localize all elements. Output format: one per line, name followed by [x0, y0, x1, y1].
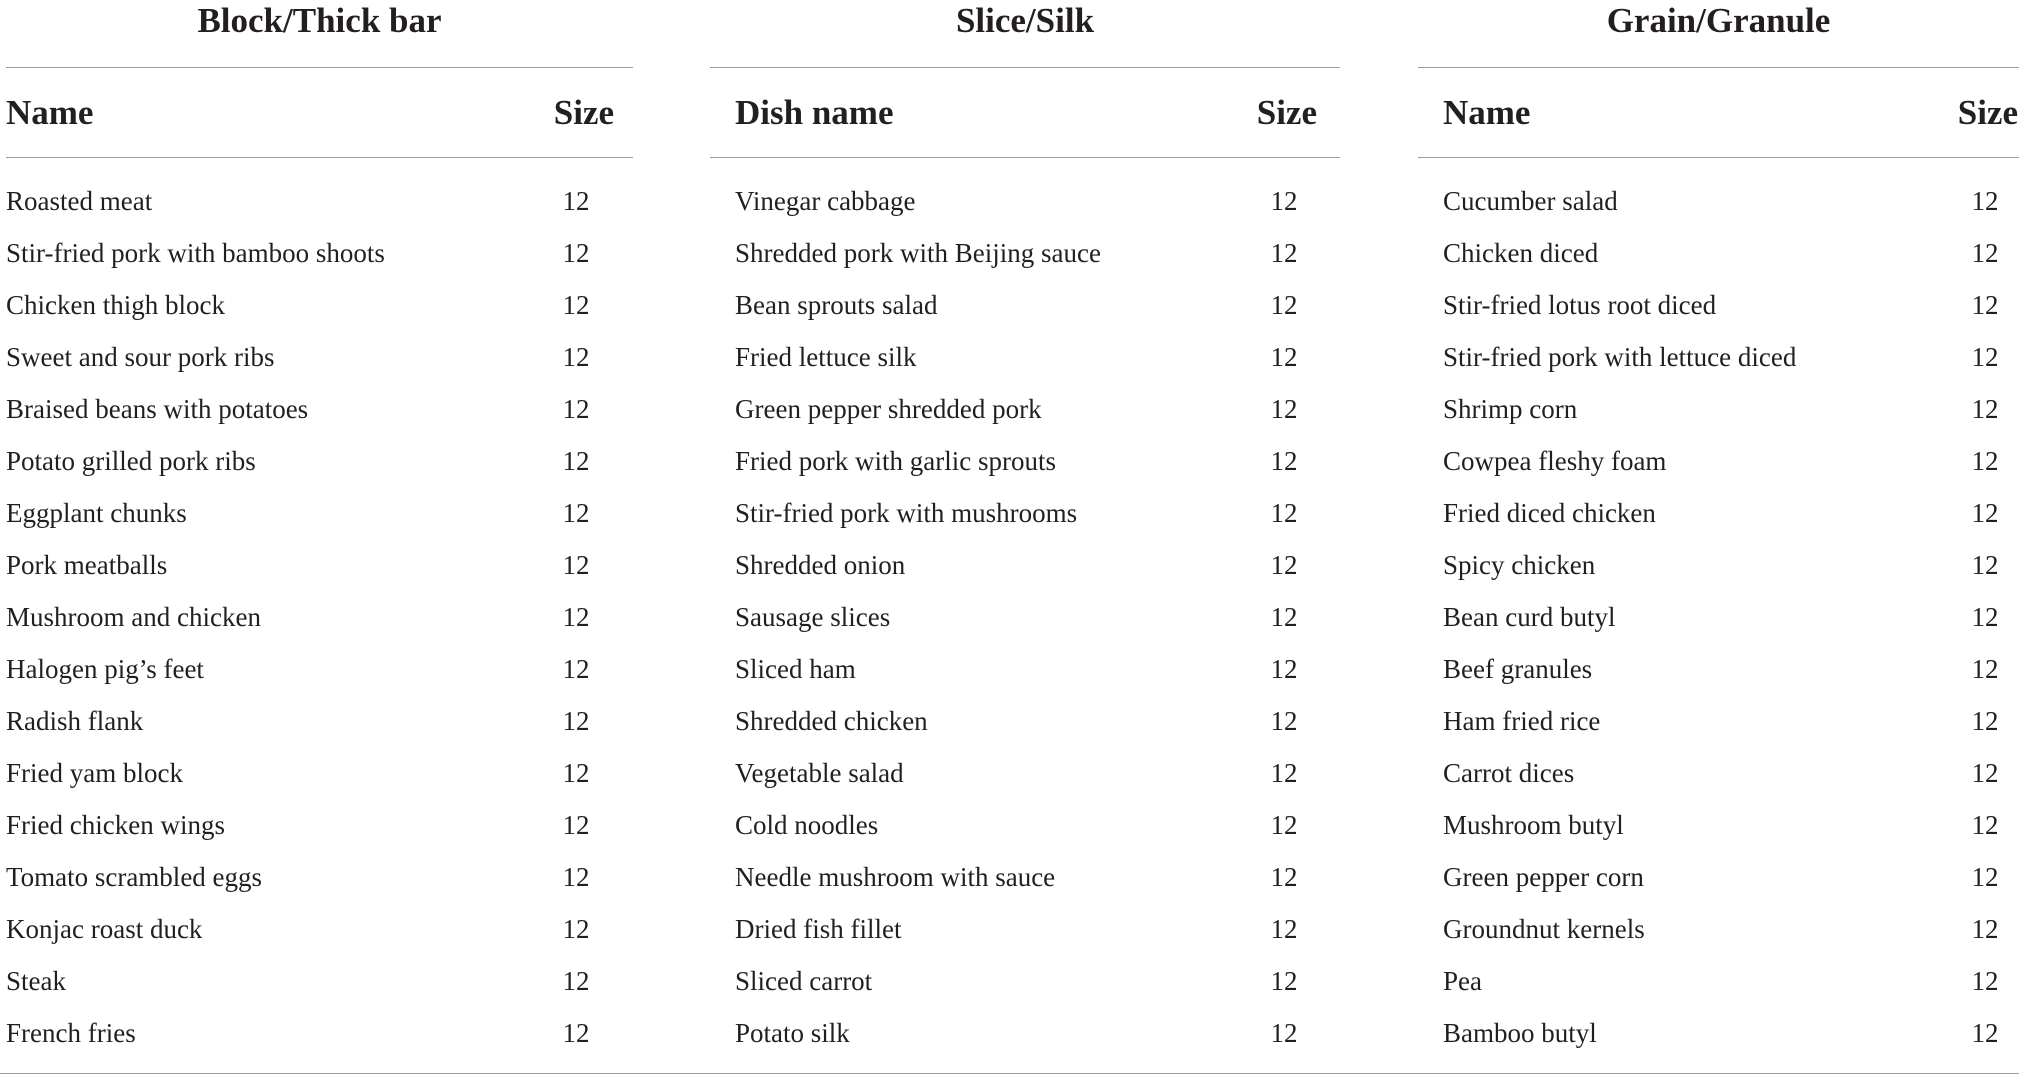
- table-row: [1418, 597, 2019, 649]
- table-row: [1418, 493, 2019, 545]
- size-column-header: Size: [1957, 93, 2018, 132]
- table-row: [1418, 1013, 2019, 1065]
- dish-name-cell: Fried lettuce silk: [735, 342, 917, 372]
- size-cell: 12: [1270, 290, 1298, 320]
- title-rule: [1418, 67, 2019, 68]
- table-row: [6, 649, 633, 701]
- dish-name-cell: Potato grilled pork ribs: [6, 446, 256, 476]
- dish-name-cell: Vinegar cabbage: [735, 186, 916, 216]
- table-row: [6, 753, 633, 805]
- size-cell: 12: [1270, 550, 1298, 580]
- table-row: [6, 285, 633, 337]
- table-row: [710, 753, 1340, 805]
- dish-name-cell: Bamboo butyl: [1443, 1018, 1597, 1048]
- size-cell: 12: [562, 758, 590, 788]
- table-row: [710, 389, 1340, 441]
- name-column-header: Name: [6, 93, 94, 132]
- dish-name-cell: Chicken thigh block: [6, 290, 225, 320]
- section-title: Slice/Silk: [955, 1, 1095, 40]
- table-row: [6, 597, 633, 649]
- table-row: [6, 805, 633, 857]
- table-row: [1418, 805, 2019, 857]
- table-row: [710, 909, 1340, 961]
- table-row: [710, 545, 1340, 597]
- table-body: [6, 181, 633, 1065]
- size-cell: 12: [1971, 602, 1999, 632]
- size-cell: 12: [1971, 1018, 1999, 1048]
- table-row: [710, 857, 1340, 909]
- dish-name-cell: Tomato scrambled eggs: [6, 862, 263, 892]
- dish-name-cell: Stir-fried pork with lettuce diced: [1443, 342, 1797, 372]
- table-row: [1418, 909, 2019, 961]
- table-row: [6, 181, 633, 233]
- dish-name-cell: Cowpea fleshy foam: [1443, 446, 1667, 476]
- table-row: [1418, 701, 2019, 753]
- dish-name-cell: Radish flank: [6, 706, 144, 736]
- size-cell: 12: [1971, 706, 1999, 736]
- table-row: [6, 441, 633, 493]
- dish-name-cell: Fried yam block: [6, 758, 183, 788]
- section-title: Grain/Granule: [1606, 1, 1831, 40]
- header-rule: [710, 157, 1340, 158]
- dish-name-cell: Sweet and sour pork ribs: [6, 342, 275, 372]
- size-cell: 12: [1270, 498, 1298, 528]
- table-row: [6, 909, 633, 961]
- size-cell: 12: [562, 862, 590, 892]
- table-row: [710, 493, 1340, 545]
- size-cell: 12: [1270, 238, 1298, 268]
- dish-name-cell: Fried pork with garlic sprouts: [735, 446, 1056, 476]
- dish-name-cell: Vegetable salad: [735, 758, 904, 788]
- table-bottom-rule: [0, 1073, 2019, 1074]
- size-cell: 12: [1971, 550, 1999, 580]
- size-cell: 12: [562, 186, 590, 216]
- table-row: [710, 961, 1340, 1013]
- table-row: [1418, 441, 2019, 493]
- size-cell: 12: [562, 914, 590, 944]
- dish-name-cell: Ham fried rice: [1443, 706, 1601, 736]
- dish-name-cell: Stir-fried pork with bamboo shoots: [6, 238, 385, 268]
- dish-name-cell: Shredded chicken: [735, 706, 928, 736]
- table-row: [1418, 233, 2019, 285]
- dish-name-cell: Braised beans with potatoes: [6, 394, 309, 424]
- size-cell: 12: [562, 446, 590, 476]
- size-cell: 12: [1270, 914, 1298, 944]
- dish-name-cell: Chicken diced: [1443, 238, 1599, 268]
- table-row: [710, 701, 1340, 753]
- dish-name-cell: Pork meatballs: [6, 550, 168, 580]
- dish-name-cell: Sausage slices: [735, 602, 891, 632]
- size-cell: 12: [1971, 914, 1999, 944]
- size-cell: 12: [562, 290, 590, 320]
- dish-name-cell: Stir-fried lotus root diced: [1443, 290, 1717, 320]
- table-row: [6, 961, 633, 1013]
- size-cell: 12: [1971, 810, 1999, 840]
- size-cell: 12: [1971, 862, 1999, 892]
- table-body: [1418, 181, 2019, 1065]
- header-rule: [6, 157, 633, 158]
- size-cell: 12: [1971, 758, 1999, 788]
- table-row: [1418, 961, 2019, 1013]
- table-row: [1418, 389, 2019, 441]
- dish-name-cell: Konjac roast duck: [6, 914, 203, 944]
- size-cell: 12: [1270, 394, 1298, 424]
- size-cell: 12: [1971, 966, 1999, 996]
- dish-name-cell: Shredded pork with Beijing sauce: [735, 238, 1101, 268]
- table-row: [1418, 545, 2019, 597]
- size-cell: 12: [1971, 290, 1999, 320]
- dish-name-cell: Steak: [6, 966, 66, 996]
- dish-name-cell: Pea: [1443, 966, 1482, 996]
- size-cell: 12: [1270, 1018, 1298, 1048]
- dish-name-cell: Potato silk: [735, 1018, 850, 1048]
- dish-name-cell: Halogen pig’s feet: [6, 654, 204, 684]
- dish-name-cell: Roasted meat: [6, 186, 153, 216]
- table-row: [1418, 181, 2019, 233]
- size-cell: 12: [1270, 862, 1298, 892]
- dish-name-cell: Shredded onion: [735, 550, 906, 580]
- size-cell: 12: [562, 394, 590, 424]
- size-cell: 12: [562, 342, 590, 372]
- size-cell: 12: [1270, 186, 1298, 216]
- dish-name-cell: Carrot dices: [1443, 758, 1575, 788]
- dish-name-cell: Bean curd butyl: [1443, 602, 1616, 632]
- table-row: [710, 337, 1340, 389]
- table-row: [6, 337, 633, 389]
- size-cell: 12: [1971, 498, 1999, 528]
- name-column-header: Dish name: [735, 93, 894, 132]
- size-cell: 12: [562, 1018, 590, 1048]
- table-row: [710, 1013, 1340, 1065]
- size-cell: 12: [562, 654, 590, 684]
- dish-name-cell: Beef granules: [1443, 654, 1593, 684]
- table-row: [1418, 285, 2019, 337]
- size-cell: 12: [1971, 238, 1999, 268]
- table-row: [710, 285, 1340, 337]
- table-row: [710, 649, 1340, 701]
- table-row: [1418, 337, 2019, 389]
- size-cell: 12: [1971, 654, 1999, 684]
- size-cell: 12: [1270, 758, 1298, 788]
- dish-name-cell: Mushroom and chicken: [6, 602, 261, 632]
- dish-name-cell: Sliced carrot: [735, 966, 873, 996]
- size-cell: 12: [562, 550, 590, 580]
- size-cell: 12: [562, 706, 590, 736]
- table-row: [1418, 753, 2019, 805]
- size-cell: 12: [1971, 342, 1999, 372]
- table-row: [6, 493, 633, 545]
- dish-name-cell: Fried diced chicken: [1443, 498, 1656, 528]
- table-body: [710, 181, 1340, 1065]
- table-row: [6, 1013, 633, 1065]
- table-row: [6, 701, 633, 753]
- table-row: [6, 857, 633, 909]
- table-row: [1418, 649, 2019, 701]
- table-row: [710, 441, 1340, 493]
- size-cell: 12: [1971, 186, 1999, 216]
- size-cell: 12: [1270, 602, 1298, 632]
- table-row: [6, 233, 633, 285]
- dish-name-cell: Cold noodles: [735, 810, 879, 840]
- size-cell: 12: [562, 238, 590, 268]
- dish-name-cell: Needle mushroom with sauce: [735, 862, 1056, 892]
- dish-name-cell: French fries: [6, 1018, 136, 1048]
- header-rule: [1418, 157, 2019, 158]
- dish-name-cell: Shrimp corn: [1443, 394, 1578, 424]
- size-cell: 12: [1270, 654, 1298, 684]
- size-cell: 12: [562, 810, 590, 840]
- size-cell: 12: [562, 966, 590, 996]
- size-cell: 12: [562, 498, 590, 528]
- size-cell: 12: [1270, 966, 1298, 996]
- table-row: [710, 597, 1340, 649]
- dish-name-cell: Spicy chicken: [1443, 550, 1596, 580]
- size-cell: 12: [1971, 394, 1999, 424]
- size-column-header: Size: [1256, 93, 1317, 132]
- size-cell: 12: [562, 602, 590, 632]
- dish-name-cell: Green pepper shredded pork: [735, 394, 1042, 424]
- table-row: [710, 181, 1340, 233]
- table-row: [1418, 857, 2019, 909]
- dish-name-cell: Cucumber salad: [1443, 186, 1618, 216]
- section-title: Block/Thick bar: [197, 1, 442, 40]
- size-cell: 12: [1270, 446, 1298, 476]
- size-cell: 12: [1971, 446, 1999, 476]
- title-rule: [710, 67, 1340, 68]
- table-row: [6, 545, 633, 597]
- table-row: [710, 233, 1340, 285]
- name-column-header: Name: [1443, 93, 1531, 132]
- dish-name-cell: Dried fish fillet: [735, 914, 902, 944]
- size-cell: 12: [1270, 342, 1298, 372]
- table-row: [6, 389, 633, 441]
- dish-name-cell: Stir-fried pork with mushrooms: [735, 498, 1078, 528]
- table-row: [710, 805, 1340, 857]
- dish-name-cell: Groundnut kernels: [1443, 914, 1645, 944]
- dish-name-cell: Eggplant chunks: [6, 498, 187, 528]
- dish-name-cell: Mushroom butyl: [1443, 810, 1624, 840]
- size-cell: 12: [1270, 706, 1298, 736]
- size-cell: 12: [1270, 810, 1298, 840]
- dish-name-cell: Sliced ham: [735, 654, 856, 684]
- dish-name-cell: Fried chicken wings: [6, 810, 225, 840]
- dish-name-cell: Green pepper corn: [1443, 862, 1644, 892]
- dish-name-cell: Bean sprouts salad: [735, 290, 938, 320]
- size-column-header: Size: [553, 93, 614, 132]
- title-rule: [6, 67, 633, 68]
